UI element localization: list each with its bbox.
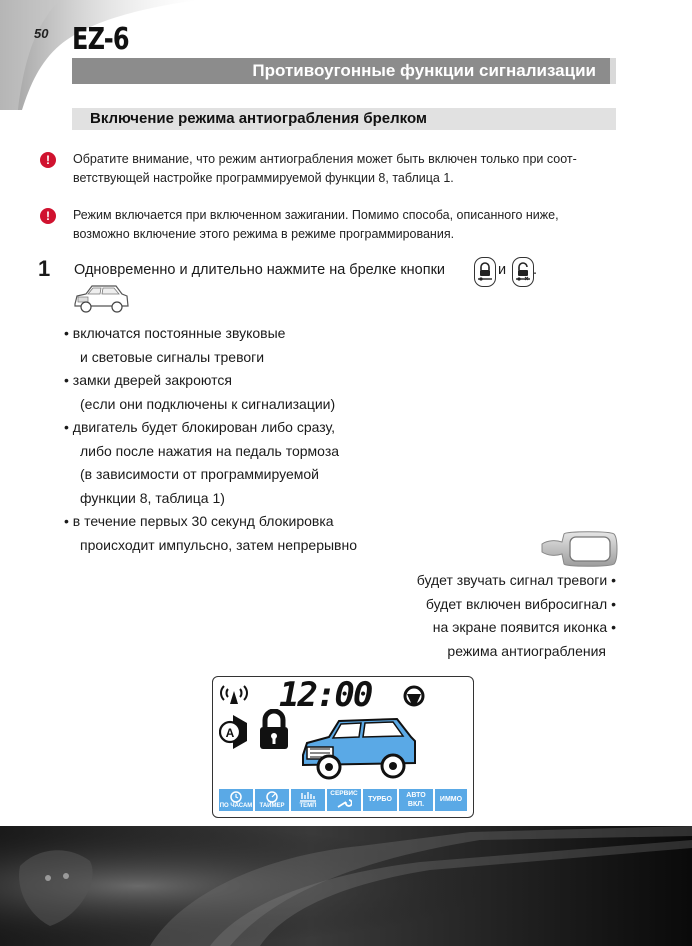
list-item: • в течение первых 30 секунд блокировка [64,513,334,529]
brand-logo: EZ-6 [72,22,129,57]
lcd-chip-label: ТУРБО [368,796,392,803]
lcd-chip-clock [219,789,253,811]
note-line: Режим включается при включенном зажигании. Помимо способа, описанного ниже, [73,208,559,222]
lcd-chip-label: ТЕМП [299,803,317,809]
warning-note-1 [40,150,620,188]
subsection-title: Включение режима антиограбления брелком [90,110,428,127]
bottom-decoration [0,826,692,946]
fob-lock-button-icon [474,257,496,287]
list-item: (если они подключены к сигнализации) [80,395,336,412]
list-item: будет включен вибросигнал • [425,595,616,612]
key-fob-icon [540,530,620,568]
list-item: • включатся постоянные звуковые [64,325,286,341]
list-item: происходит импульсно, затем непрерывно [80,536,357,553]
effects-list-left [64,322,357,557]
lcd-chip-turbo [363,789,397,811]
steering-wheel-icon [403,685,425,707]
lcd-chip-label: ТАЙМЕР [259,803,285,809]
section-banner [72,58,616,84]
step-instruction: Одновременно и длительно нажмите на брелке кнопки [74,262,446,278]
lcd-chip-label: СЕРВИС [330,790,358,797]
list-item: будет звучать сигнал тревоги • [416,572,616,588]
list-item: либо после нажатия на педаль тормоза [80,442,340,459]
lcd-chip-label: АВТО ВКЛ. [406,792,426,808]
section-title: Противоугонные функции сигнализации [252,61,596,80]
list-item: на экране появится иконка • [432,619,616,635]
lcd-display [212,676,474,818]
fob-unlock-button-icon [512,257,534,287]
lcd-chip-timer [255,789,289,811]
effects-list-right [417,569,616,663]
step-and-text: и [498,262,507,278]
antenna-icon [219,683,249,705]
lcd-status-icons [219,789,469,811]
list-item: функции 8, таблица 1) [80,489,225,506]
warning-icon [40,208,56,224]
siren-icon [219,713,249,751]
wrench-icon [336,798,352,809]
car-icon [72,282,130,316]
lcd-chip-immo [435,789,467,811]
car-display-icon [299,711,419,783]
lcd-chip-auto [399,789,433,811]
note-line: возможно включение этого режима в режиме программирования. [73,227,455,241]
svg-text:A: A [225,726,235,740]
list-item: и световые сигналы тревоги [80,348,265,365]
list-item: режима антиограбления [447,642,606,659]
lcd-chip-temp [291,789,325,811]
step-period: . [533,262,538,278]
lcd-time: 12:00 [279,675,372,715]
lcd-chip-service [327,789,361,811]
page-number: 50 [34,26,49,41]
warning-icon [40,152,56,168]
step-number: 1 [38,256,51,281]
warning-note-2 [40,206,620,244]
lcd-chip-label: ПО ЧАСАМ [219,803,253,809]
note-line: Обратите внимание, что режим антиограбления может быть включен только при соот- [73,152,577,166]
timer-icon [265,790,279,803]
lcd-chip-label: ИММО [439,796,463,803]
subsection-banner [72,108,616,130]
thermometer-icon [299,790,317,803]
lock-icon [257,709,291,751]
list-item: • двигатель будет блокирован либо сразу, [64,419,336,435]
clock-icon [229,790,243,803]
list-item: (в зависимости от программируемой [80,466,319,482]
note-line: ветствующей настройке программируемой функции 8, таблица 1. [73,171,454,185]
list-item: • замки дверей закроются [64,372,232,388]
